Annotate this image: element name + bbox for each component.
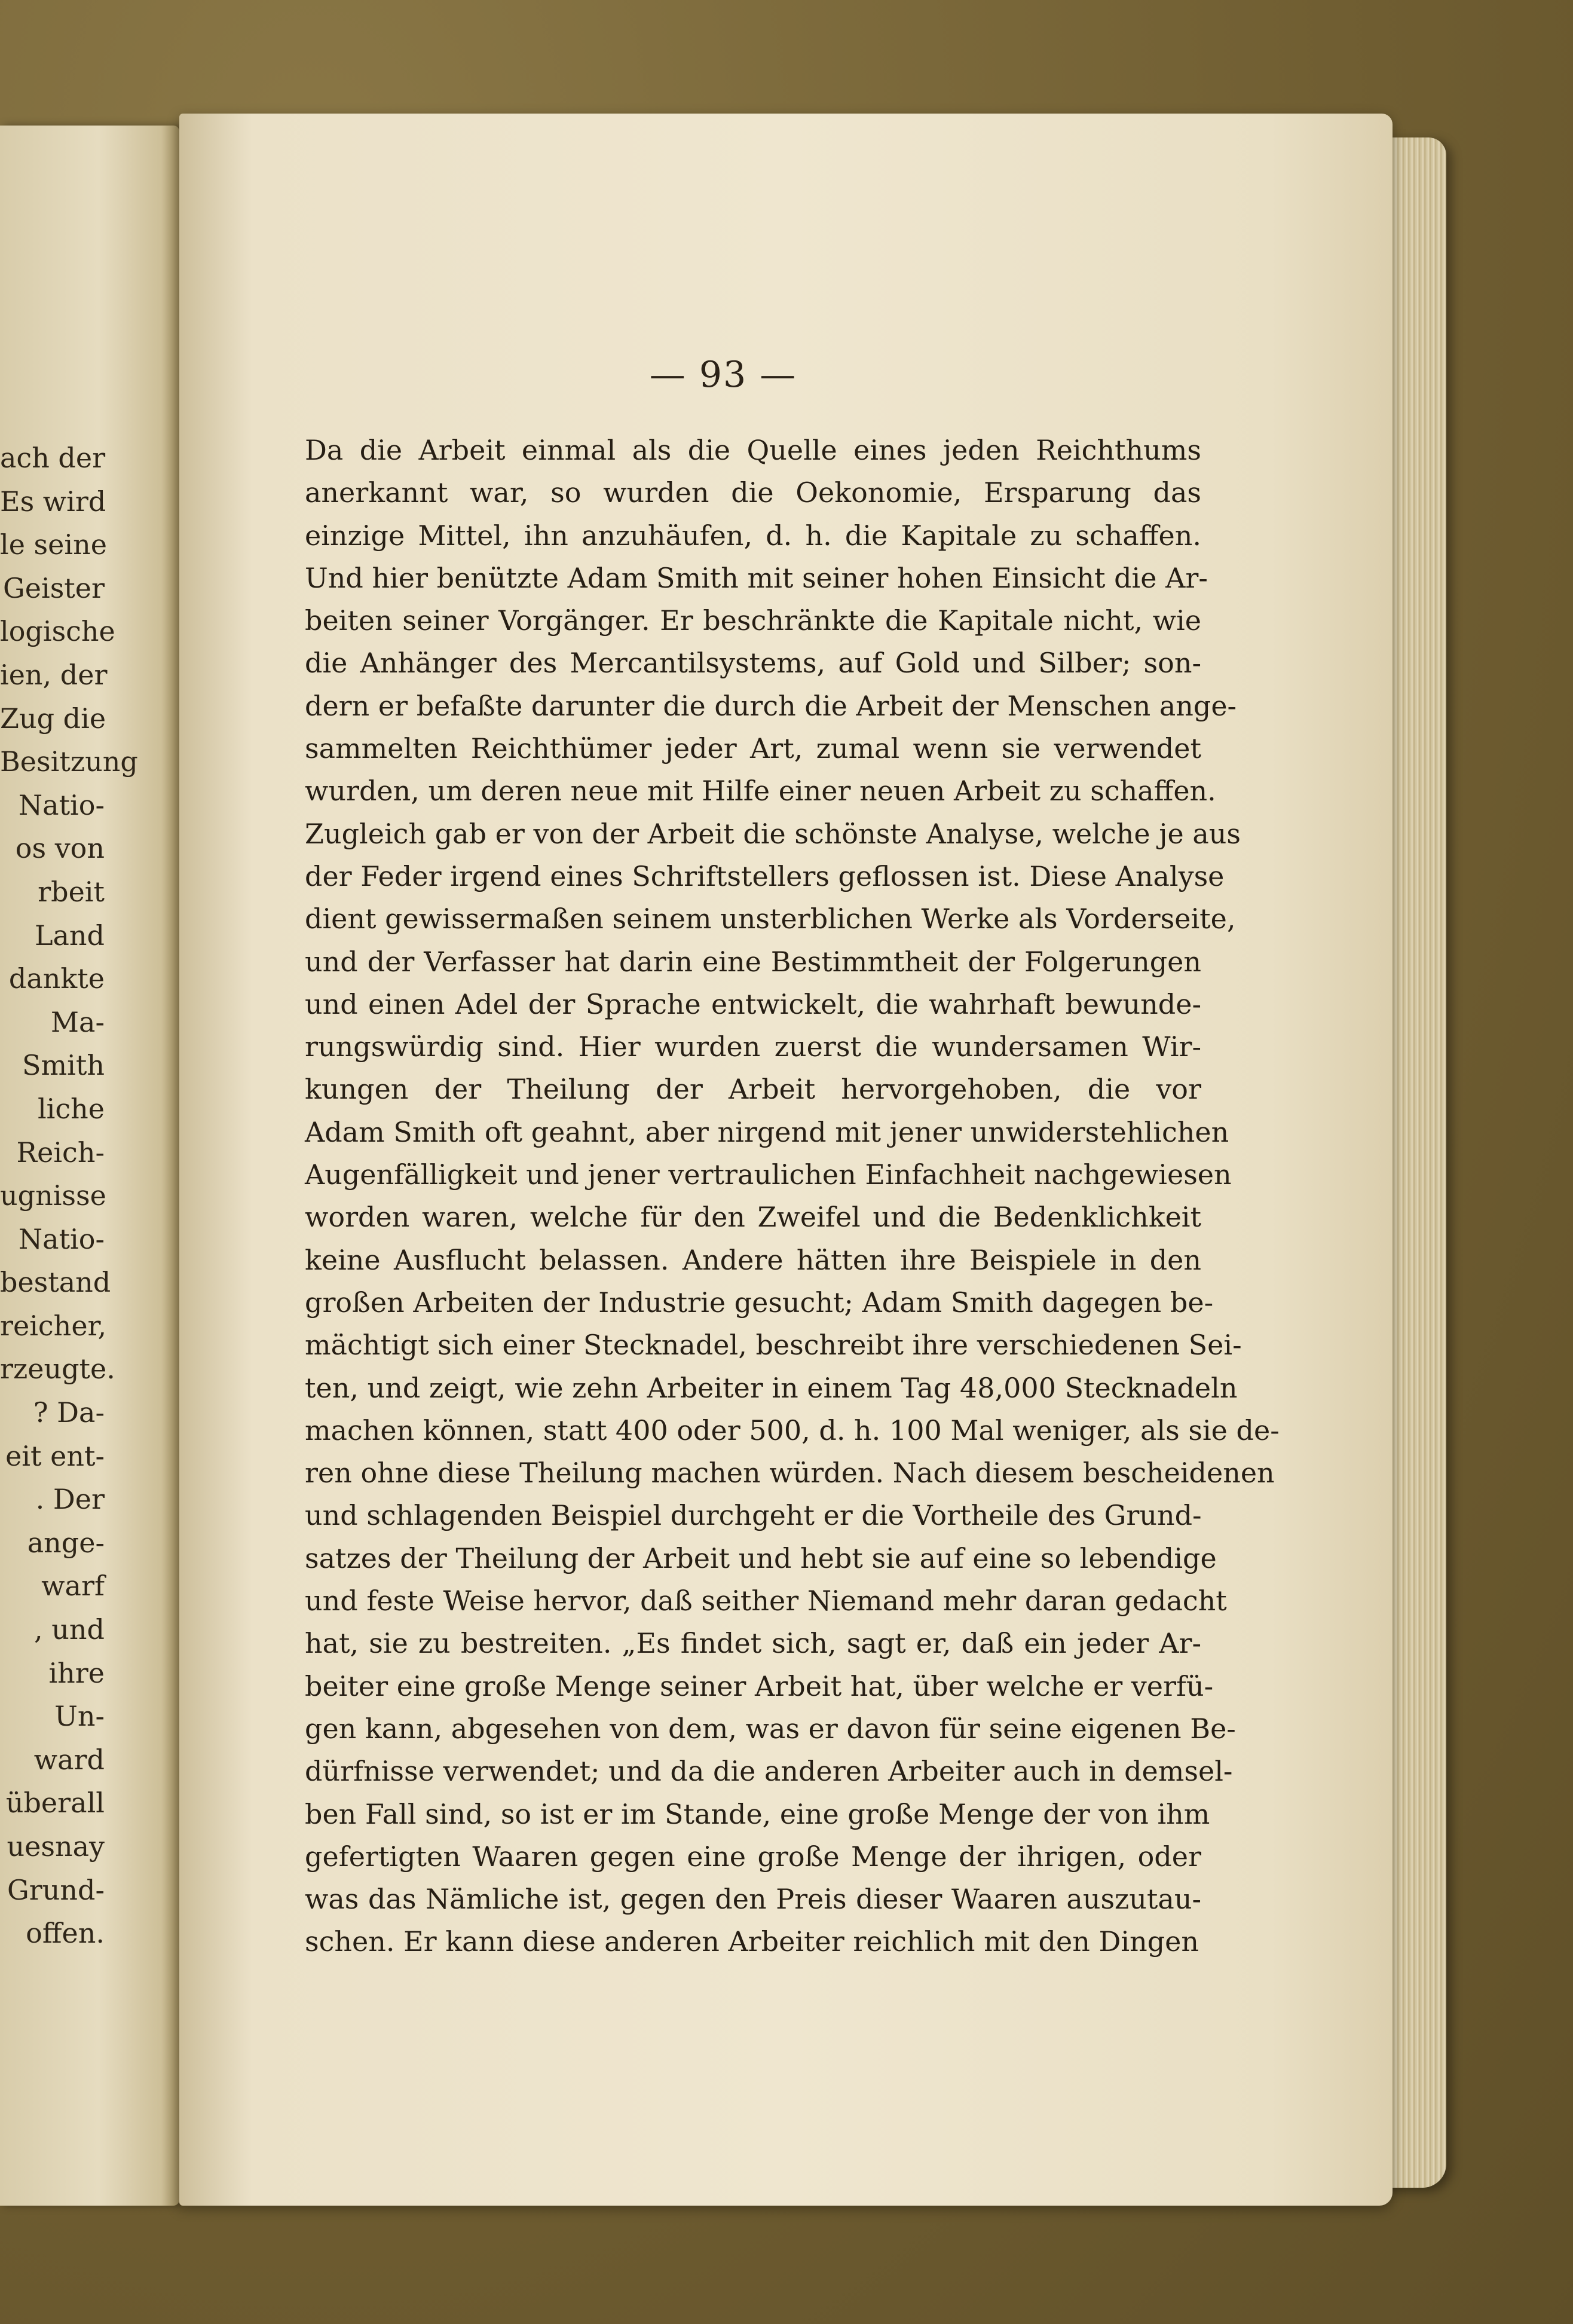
text-line: ren ohne diese Theilung machen würden. Nach diesem bescheidenen: [305, 1457, 1275, 1490]
text-line: und einen Adel der Sprache entwickelt, die wahrhaft bewunde-: [305, 987, 1201, 1020]
previous-page-line-fragment: rzeugte.: [0, 1353, 115, 1386]
previous-page-line-fragment: dankte: [8, 962, 105, 995]
previous-page-line-fragment: Zug die: [0, 702, 106, 735]
previous-page-line-fragment: ange-: [27, 1526, 105, 1559]
text-line: großen Arbeiten der Industrie gesucht; Adam Smith dagegen be-: [305, 1286, 1214, 1319]
page-number: — 93 —: [649, 354, 797, 396]
previous-page-line-fragment: eit ent-: [5, 1439, 105, 1472]
text-line: mächtigt sich einer Stecknadel, beschreibt ihre verschiedenen Sei-: [305, 1329, 1242, 1362]
text-line: wurden, um deren neue mit Hilfe einer neuen Arbeit zu schaffen.: [305, 775, 1216, 808]
previous-page-text-fragments: [0, 436, 138, 1955]
text-line: beiter eine große Menge seiner Arbeit hat, über welche er verfü-: [305, 1669, 1214, 1702]
text-line: und schlagenden Beispiel durchgeht er die Vortheile des Grund-: [305, 1499, 1202, 1532]
previous-page-line-fragment: Ma-: [50, 1005, 105, 1038]
text-line: dürfnisse verwendet; und da die anderen Arbeiter auch in demsel-: [305, 1755, 1233, 1788]
previous-page-line-fragment: bestand: [0, 1266, 111, 1299]
previous-page-line-fragment: warf: [41, 1570, 105, 1603]
text-line: der Feder irgend eines Schriftstellers geflossen ist. Diese Analyse: [305, 860, 1225, 892]
previous-page-line-fragment: liche: [37, 1092, 105, 1125]
previous-page-edge: [0, 126, 179, 2206]
previous-page-line-fragment: ien, der: [0, 658, 108, 691]
text-line: Adam Smith oft geahnt, aber nirgend mit jener unwiderstehlichen: [305, 1115, 1229, 1148]
text-line: sammelten Reichthümer jeder Art, zumal wenn sie verwendet: [305, 732, 1201, 765]
text-line: schen. Er kann diese anderen Arbeiter reichlich mit den Dingen: [305, 1925, 1199, 1958]
text-line: ben Fall sind, so ist er im Stande, eine große Menge der von ihm: [305, 1797, 1210, 1830]
previous-page-line-fragment: reicher,: [0, 1309, 107, 1342]
text-line: kungen der Theilung der Arbeit hervorgehoben, die vor: [305, 1073, 1201, 1106]
previous-page-line-fragment: Un-: [54, 1700, 105, 1733]
text-line: und feste Weise hervor, daß seither Niemand mehr daran gedacht: [305, 1585, 1227, 1617]
previous-page-line-fragment: logische: [0, 615, 115, 648]
previous-page-line-fragment: ihre: [48, 1656, 105, 1689]
text-line: satzes der Theilung der Arbeit und hebt sie auf eine so lebendige: [305, 1542, 1217, 1574]
previous-page-line-fragment: Reich-: [16, 1136, 105, 1169]
text-line: dern er befaßte darunter die durch die Arbeit der Menschen ange-: [305, 689, 1237, 722]
previous-page-line-fragment: offen.: [26, 1917, 105, 1950]
previous-page-line-fragment: Natio-: [18, 1222, 105, 1255]
previous-page-line-fragment: ugnisse: [0, 1179, 106, 1212]
text-line: einzige Mittel, ihn anzuhäufen, d. h. die Kapitale zu schaffen.: [305, 519, 1201, 552]
previous-page-line-fragment: Besitzung: [0, 745, 138, 778]
previous-page-line-fragment: Grund-: [7, 1873, 105, 1906]
text-line: Zugleich gab er von der Arbeit die schönste Analyse, welche je aus: [305, 817, 1241, 850]
previous-page-line-fragment: Es wird: [0, 485, 106, 518]
previous-page-line-fragment: Land: [34, 919, 105, 952]
previous-page-line-fragment: uesnay: [7, 1830, 105, 1863]
text-line: machen können, statt 400 oder 500, d. h. 100 Mal weniger, als sie de-: [305, 1414, 1280, 1447]
text-line: anerkannt war, so wurden die Oekonomie, Ersparung das: [305, 476, 1201, 509]
previous-page-line-fragment: ward: [33, 1743, 105, 1776]
previous-page-line-fragment: überall: [5, 1787, 105, 1820]
text-line: beiten seiner Vorgänger. Er beschränkte die Kapitale nicht, wie: [305, 604, 1201, 637]
previous-page-line-fragment: Geister: [3, 571, 105, 604]
previous-page-line-fragment: . Der: [35, 1483, 105, 1516]
text-line: und der Verfasser hat darin eine Bestimmtheit der Folgerungen: [305, 945, 1201, 978]
text-line: worden waren, welche für den Zweifel und die Bedenklichkeit: [305, 1201, 1201, 1234]
previous-page-line-fragment: , und: [34, 1613, 105, 1646]
previous-page-line-fragment: ach der: [0, 442, 106, 474]
text-line: keine Ausflucht belassen. Andere hätten ihre Beispiele in den: [305, 1243, 1201, 1276]
text-line: Da die Arbeit einmal als die Quelle eines jeden Reichthums: [305, 434, 1201, 466]
previous-page-line-fragment: os von: [15, 832, 105, 865]
text-line: rungswürdig sind. Hier wurden zuerst die wundersamen Wir-: [305, 1030, 1201, 1063]
text-line: ten, und zeigt, wie zehn Arbeiter in einem Tag 48,000 Stecknadeln: [305, 1371, 1238, 1404]
previous-page-line-fragment: le seine: [0, 528, 107, 561]
text-line: Und hier benützte Adam Smith mit seiner hohen Einsicht die Ar-: [305, 561, 1208, 594]
text-line: hat, sie zu bestreiten. „Es findet sich, sagt er, daß ein jeder Ar-: [305, 1627, 1201, 1660]
body-text: [305, 429, 1280, 1964]
text-line: dient gewissermaßen seinem unsterblichen Werke als Vorderseite,: [305, 903, 1236, 935]
previous-page-line-fragment: Natio-: [18, 788, 105, 821]
text-line: gen kann, abgesehen von dem, was er davon für seine eigenen Be-: [305, 1712, 1236, 1745]
previous-page-line-fragment: rbeit: [38, 875, 105, 908]
text-line: Augenfälligkeit und jener vertraulichen Einfachheit nachgewiesen: [305, 1158, 1232, 1191]
text-line: was das Nämliche ist, gegen den Preis dieser Waaren auszutau-: [305, 1883, 1201, 1916]
previous-page-line-fragment: Smith: [22, 1049, 105, 1082]
previous-page-line-fragment: ? Da-: [33, 1396, 105, 1429]
text-line: gefertigten Waaren gegen eine große Menge der ihrigen, oder: [305, 1840, 1201, 1873]
text-line: die Anhänger des Mercantilsystems, auf Gold und Silber; son-: [305, 647, 1201, 680]
